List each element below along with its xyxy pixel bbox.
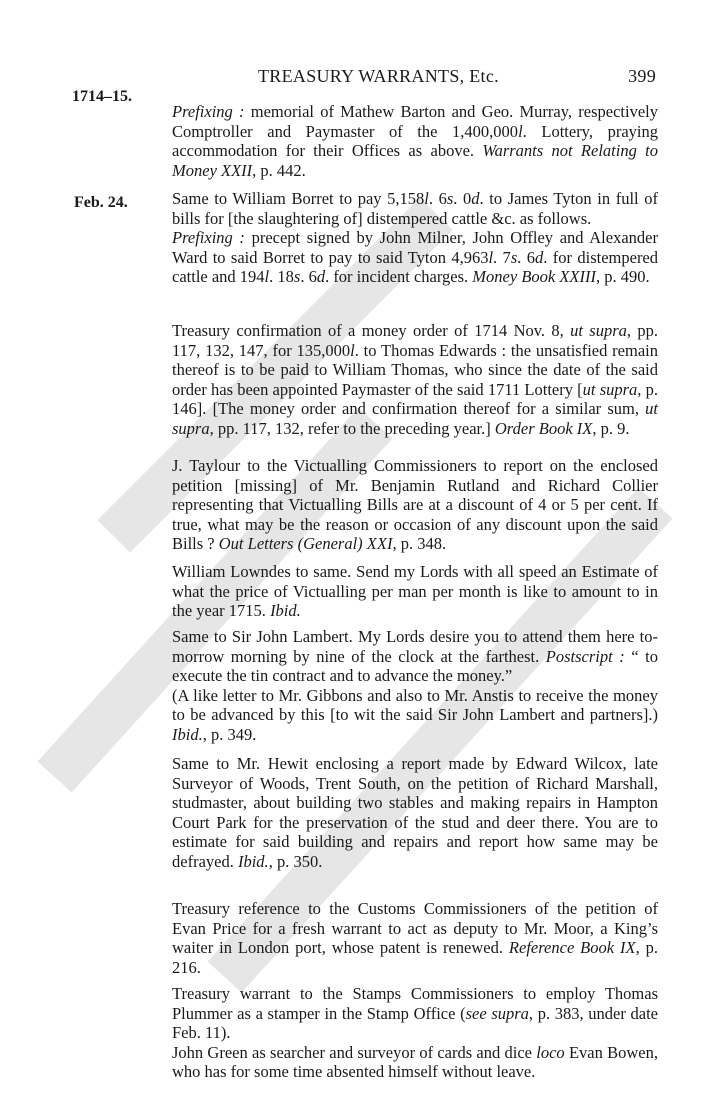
text-run: Treasury warrant to the Stamps Commissioners to employ Thomas Plummer as a stamper in the Stamp Office ( [172,984,658,1023]
text-run: (A like letter to Mr. Gibbons and also to Mr. Anstis to receive the money to be advanced by this [to wit the said Sir John Lambert and partners].) [172,685,658,724]
text-run: precept signed by John Milner, John Offley and Alexander Ward to said Borret to pay to said Tyton 4,963 [172,228,658,267]
text-run: , p. 350. [268,851,323,871]
entry-paragraph [172,899,658,977]
text-run: , p. 348. [392,534,447,553]
entry-paragraph [172,686,658,745]
entry [172,754,658,871]
text-run: s [510,247,518,267]
entry [172,321,658,438]
text-run: . to James Tyton in full of bills for [the slaughtering of] distempered cattle &c. as follows. [172,189,658,228]
text-run: memorial of Mathew Barton and Geo. Murray, respectively Comptroller and Paymaster of the 1,400,000 [172,102,658,141]
text-run: . for incident charges. [325,267,473,286]
text-run: Treasury reference to the Customs Commissioners of the petition of Evan Price for a fresh warrant to act as deputy to Mr. Moor, a King’s waiter in London port, whose patent is renewed. [172,899,658,957]
text-run: , p. 216. [172,938,658,977]
entry [172,984,658,1082]
entry [172,562,658,621]
page-number: 399 [628,66,656,86]
entry-paragraph [172,456,658,554]
text-run: s [293,267,301,286]
text-run: . 6 [517,247,535,267]
text-run: Out Letters (General) XXI [218,534,393,553]
text-run: Order Book IX [494,418,593,438]
text-run: . 0 [453,189,472,208]
text-run: , p. 349. [202,724,257,744]
entry-paragraph [172,228,658,287]
text-run: l [518,121,523,141]
text-run: , pp. 117, 132, refer to the preceding year.] [209,418,495,438]
text-run: William Lowndes to same. Send my Lords with all speed an Estimate of what the price of Victualling per man per month is like to amount to in the year 1715. [172,562,658,620]
text-run: . 7 [493,247,511,267]
text-run: Evan Bowen, who has for some time absented himself without leave. [172,1042,658,1081]
text-run: Money Book XXIII [472,267,596,286]
entry-paragraph [172,321,658,438]
running-title: TREASURY WARRANTS, Etc. [258,66,499,86]
entry [172,189,658,287]
text-run: Prefixing : [172,102,245,121]
entry [172,102,658,180]
text-run: d [535,247,544,267]
text-run: , pp. 117, 132, 147, for 135,000 [172,321,658,360]
text-run: . 6 [428,189,447,208]
entry [172,456,658,554]
text-run: loco [536,1042,565,1062]
text-run: see supra [465,1003,529,1023]
text-run: Same to William Borret to pay 5,158 [172,189,425,208]
text-run: Postscript : [545,646,625,666]
text-run: . to Thomas Edwards : the unsatisfied remain thereof is to be paid to William Thomas, who since the date of the said order has been appointed Paymaster of the said 1711 Lottery [ [172,340,658,399]
entry-paragraph [172,102,658,180]
text-run: Ibid. [237,851,269,871]
text-run: Same to Sir John Lambert. My Lords desire you to attend them here to-morrow morning by nine of the clock at the farthest. [172,627,658,666]
text-run: d [316,267,326,286]
text-run: . 18 [269,267,294,286]
entry-paragraph [172,754,658,871]
entry-paragraph [172,1043,658,1082]
entry-paragraph [172,562,658,621]
text-run: Reference Book IX [508,938,636,957]
text-run: . for distempered cattle and 194 [172,247,659,286]
text-run: , p. 9. [592,418,630,438]
page-header [172,66,656,87]
text-run: Treasury confirmation of a money order of 1714 Nov. 8, [172,321,571,340]
text-run: Ibid. [172,724,203,744]
text-run: J. Taylour to the Victualling Commissioners to report on the enclosed petition [missing] of Mr. Benjamin Rutland and Richard Collier representing that Victualling Bills are at a discount of 4 or 5 per cent. If true, what may be the reason or occasion of any discount upon the said Bills ? [172,456,658,553]
text-run: Ibid. [270,601,301,620]
text-run: . Lottery, praying accommodation for their Offices as above. [172,121,658,160]
entry-paragraph [172,627,658,686]
text-run: Same to Mr. Hewit enclosing a report made by Edward Wilcox, late Surveyor of Woods, Trent South, on the petition of Richard Marshall, studmaster, about building two stables and making repairs in Hampton Court Park for the preservation of the stud and deer there. You are to estimate for said building and repairs and report how same may be defrayed. [172,754,658,871]
text-run: Warrants not Relating to Money XXII [172,141,658,180]
text-run: “ to execute the tin contract and to advance the money.” [172,646,658,685]
text-run: Prefixing : [172,228,245,247]
text-run: , p. 146]. [The money order and confirmation thereof for a similar sum, [172,379,658,418]
text-run: , p. 490. [595,267,650,286]
text-run: ut supra [582,379,638,399]
date-label: Feb. 24. [74,194,128,211]
text-run: s [446,189,454,208]
text-run: l [264,267,270,286]
text-run: l [488,247,494,267]
entry [172,627,658,744]
text-run: . 6 [300,267,317,286]
text-run: l [350,340,355,360]
text-run: ut supra [570,321,627,340]
text-run: d [471,189,480,208]
year-range: 1714–15. [72,88,132,105]
text-run: , p. 383, under date Feb. 11). [172,1003,658,1042]
entry [172,899,658,977]
entry-paragraph [172,984,658,1043]
text-run: l [424,189,429,208]
text-run: John Green as searcher and surveyor of cards and dice [172,1042,537,1062]
text-run: ut supra [172,399,658,438]
entry-paragraph [172,189,658,228]
text-run: , p. 442. [252,160,306,180]
